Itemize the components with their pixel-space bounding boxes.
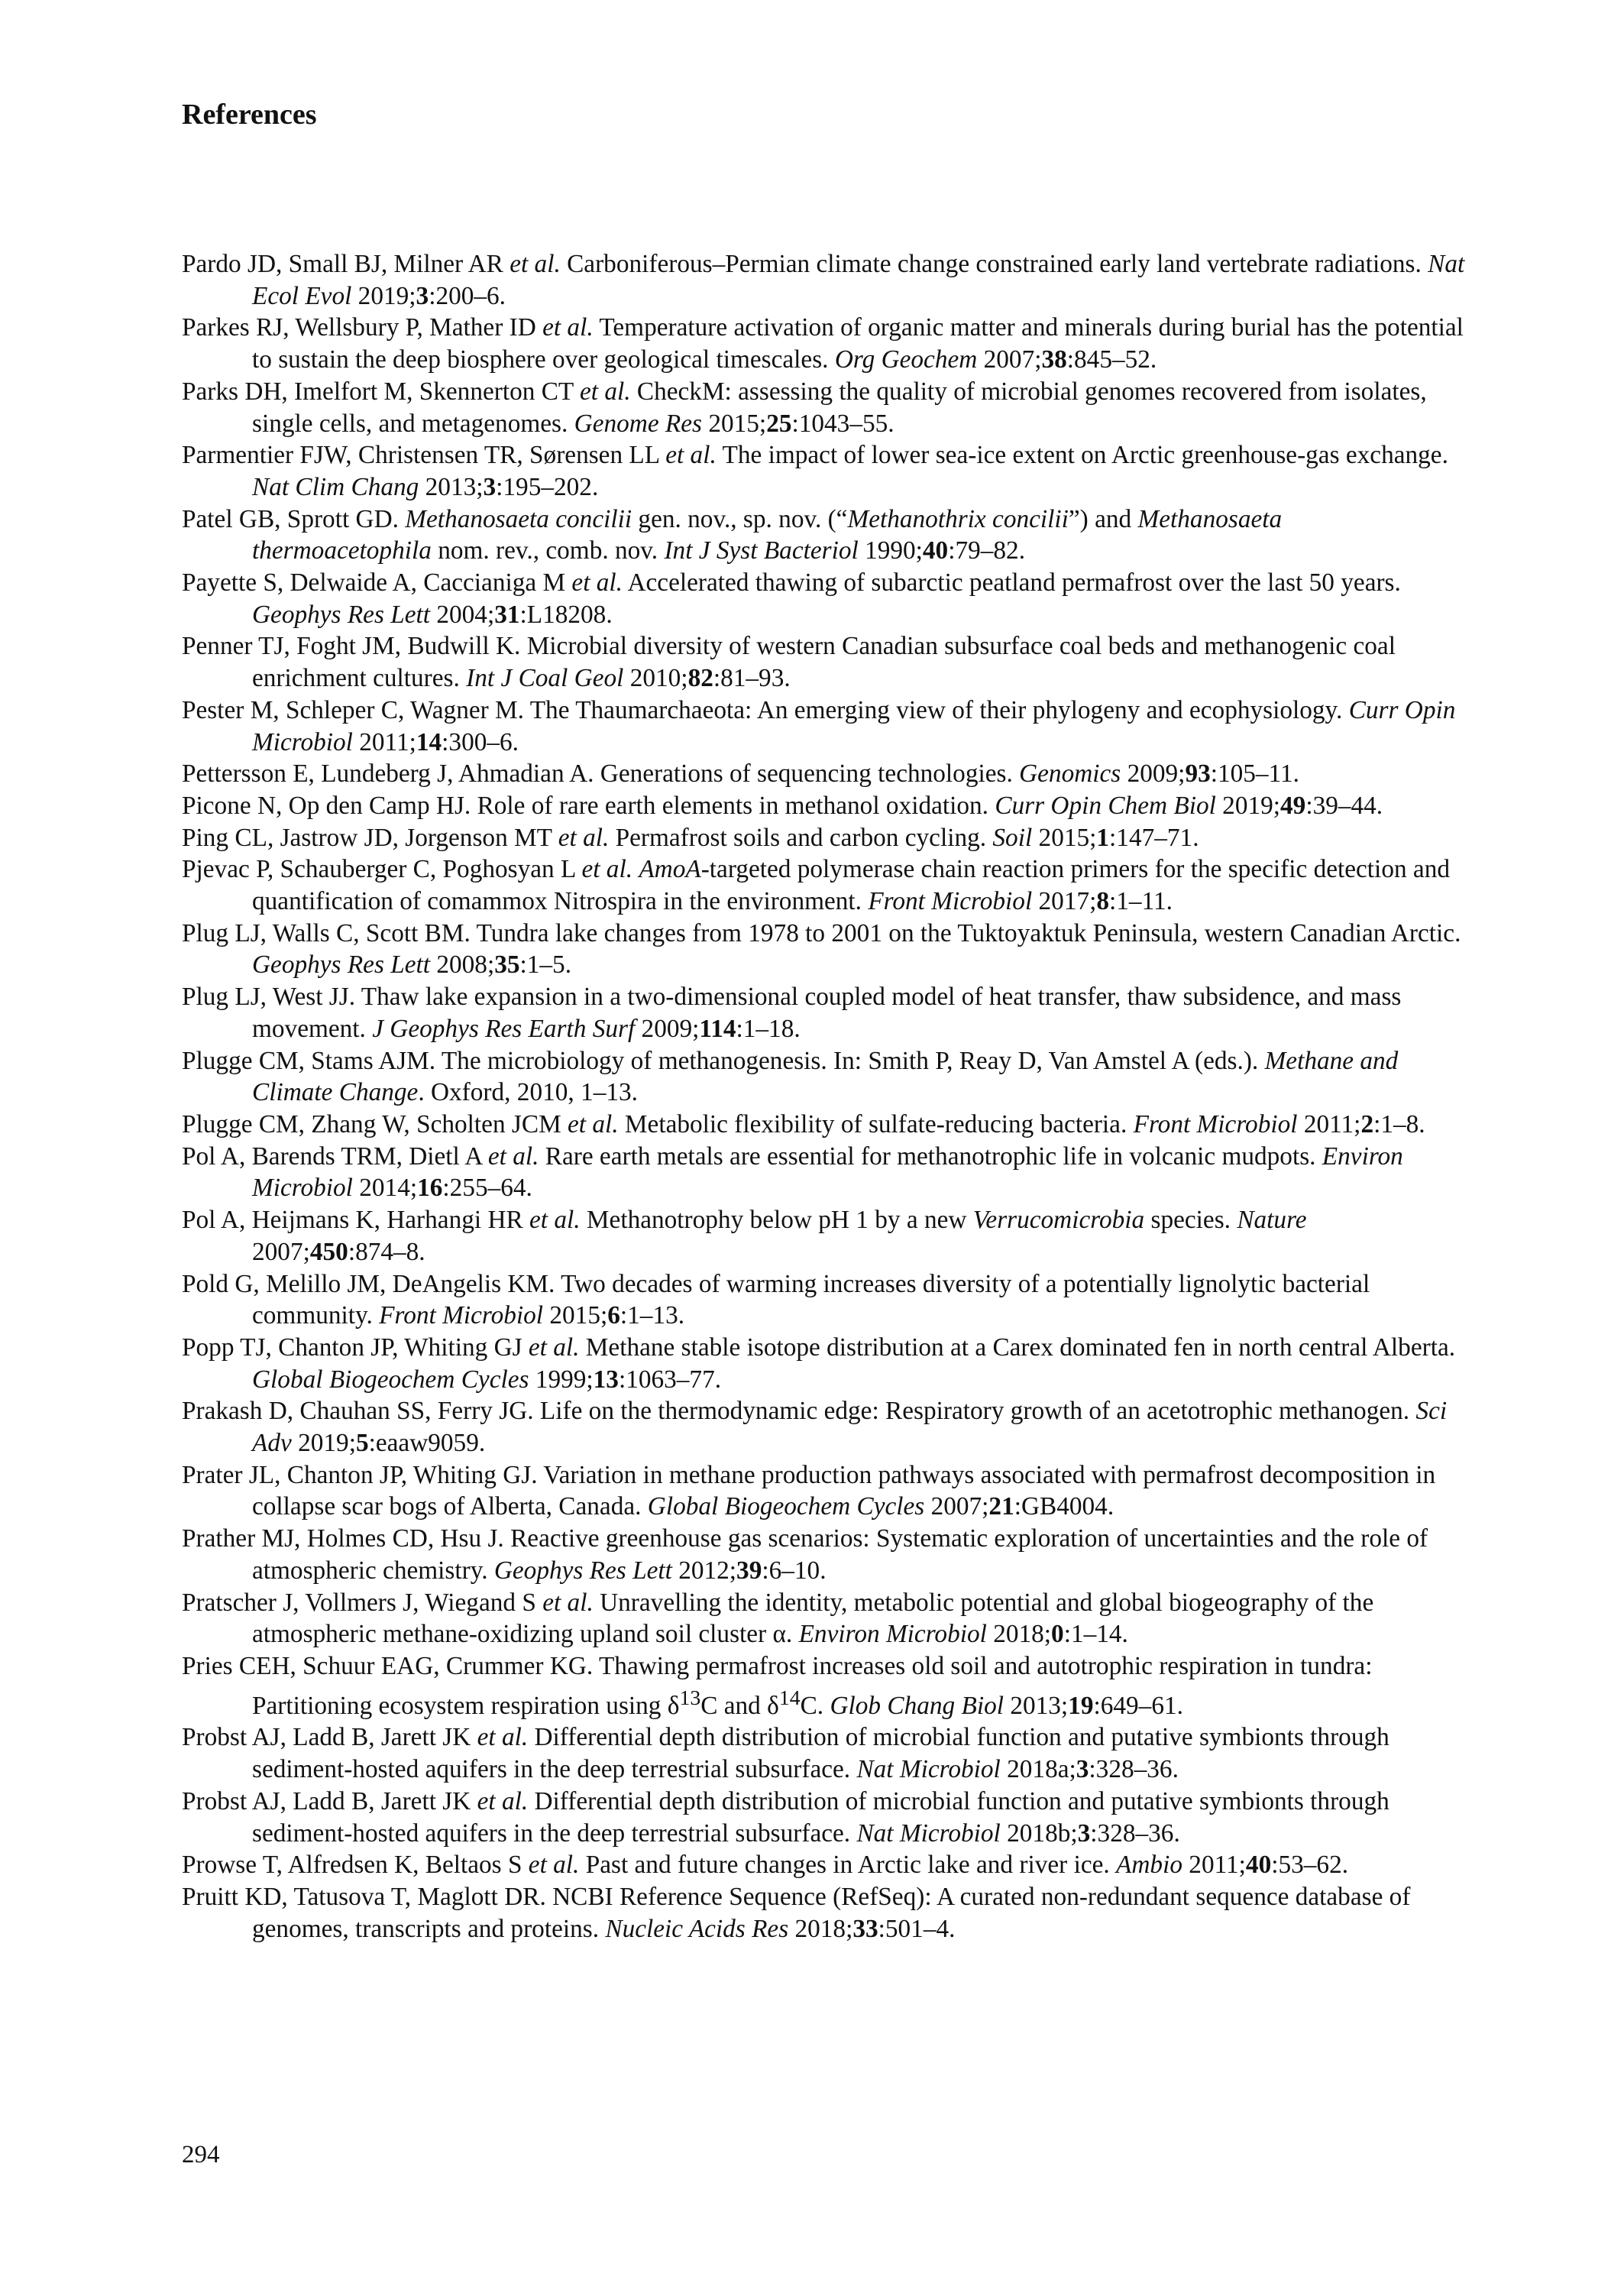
reference-text: et al. bbox=[665, 441, 717, 470]
reference-text: 2009; bbox=[1121, 759, 1186, 789]
reference-text: 2018b; bbox=[1000, 1819, 1078, 1848]
reference-text: Methane stable isotope distribution at a Carex dominated fen in north central Alberta. bbox=[579, 1333, 1456, 1362]
reference-text: Global Biogeochem Cycles bbox=[647, 1492, 925, 1521]
reference-text: C. bbox=[800, 1691, 830, 1720]
reference-text: 2011; bbox=[1297, 1109, 1361, 1138]
reference-entry bbox=[182, 1721, 1465, 1785]
reference-entry bbox=[182, 1786, 1465, 1849]
reference-text: 39 bbox=[736, 1556, 762, 1585]
reference-text: Popp TJ, Chanton JP, Whiting GJ bbox=[182, 1333, 529, 1362]
reference-entry bbox=[182, 853, 1465, 917]
reference-text: Nat Ecol Evol bbox=[252, 250, 1465, 310]
reference-text: 6 bbox=[607, 1301, 620, 1330]
reference-text: species. bbox=[1144, 1206, 1237, 1235]
reference-text: Pold G, Melillo JM, DeAngelis KM. Two decades of warming increases diversity of a potentially lignolytic bacterial community. bbox=[182, 1269, 1370, 1330]
reference-entry bbox=[182, 1459, 1465, 1523]
reference-text: Ping CL, Jastrow JD, Jorgenson MT bbox=[182, 823, 558, 852]
reference-entry bbox=[182, 1395, 1465, 1459]
reference-text: 2014; bbox=[352, 1174, 418, 1203]
reference-entry bbox=[182, 758, 1465, 790]
reference-text: 13 bbox=[593, 1365, 619, 1394]
reference-text: Pries CEH, Schuur EAG, Crummer KG. Thawing permafrost increases old soil and autotrophic respiration in tundra: Partitioning ecosystem respiration using δ bbox=[182, 1651, 1373, 1720]
reference-text: 2010; bbox=[623, 664, 688, 693]
reference-text: Curr Opin Chem Biol bbox=[995, 791, 1216, 820]
reference-text: Soil bbox=[992, 823, 1033, 852]
reference-text: et al. bbox=[477, 1786, 529, 1815]
reference-text: 114 bbox=[699, 1014, 736, 1043]
reference-text: Int J Coal Geol bbox=[466, 664, 624, 693]
reference-text: Payette S, Delwaide A, Caccianiga M bbox=[182, 568, 572, 598]
reference-text: Verrucomicrobia bbox=[972, 1206, 1145, 1235]
reference-text: 2012; bbox=[671, 1556, 737, 1585]
reference-text: Methanothrix concilii bbox=[847, 504, 1069, 533]
reference-text: 14 bbox=[416, 727, 442, 756]
reference-text: 33 bbox=[852, 1914, 878, 1943]
reference-text: 5 bbox=[355, 1429, 369, 1458]
reference-text: 2018; bbox=[986, 1620, 1052, 1649]
reference-text: Parmentier FJW, Christensen TR, Sørensen LL bbox=[182, 441, 666, 470]
reference-text: 2007; bbox=[924, 1492, 989, 1521]
reference-text: 38 bbox=[1041, 345, 1067, 374]
reference-text: 2015; bbox=[543, 1301, 608, 1330]
reference-text: Pardo JD, Small BJ, Milner AR bbox=[182, 250, 510, 278]
reference-text: 3 bbox=[1076, 1755, 1089, 1784]
reference-text: . Oxford, 2010, 1–13. bbox=[418, 1078, 638, 1107]
reference-text: 2015; bbox=[702, 409, 767, 438]
reference-text: Org Geochem bbox=[834, 345, 978, 374]
reference-text: 2004; bbox=[430, 600, 495, 629]
reference-text: :1–8. bbox=[1373, 1109, 1425, 1138]
reference-entry bbox=[182, 504, 1465, 567]
reference-text: et al. bbox=[529, 1206, 581, 1235]
reference-text: Penner TJ, Foght JM, Budwill K. Microbial diversity of western Canadian subsurface coal beds and methanogenic coal enrichment cultures. bbox=[182, 632, 1396, 693]
reference-entry bbox=[182, 1204, 1465, 1268]
reference-text: et al. bbox=[487, 1142, 539, 1171]
reference-text: Rare earth metals are essential for methanotrophic life in volcanic mudpots. bbox=[539, 1142, 1322, 1171]
reference-text: Patel GB, Sprott GD. bbox=[182, 504, 406, 533]
reference-text: Genome Res bbox=[574, 409, 703, 438]
reference-text: 2019; bbox=[291, 1429, 356, 1458]
reference-text: Geophys Res Lett bbox=[493, 1556, 672, 1585]
reference-entry bbox=[182, 1523, 1465, 1586]
reference-text: Geophys Res Lett bbox=[252, 600, 431, 629]
reference-text: 2013; bbox=[419, 472, 484, 501]
reference-text: Nat Microbiol bbox=[856, 1755, 1001, 1784]
reference-text: Prakash D, Chauhan SS, Ferry JG. Life on the thermodynamic edge: Respiratory growth of an acetotrophic methanogen. bbox=[182, 1397, 1416, 1426]
reference-text: C and δ bbox=[700, 1691, 779, 1720]
reference-text: Permafrost soils and carbon cycling. bbox=[609, 823, 993, 852]
reference-text: Carboniferous–Permian climate change constrained early land vertebrate radiations. bbox=[560, 250, 1428, 278]
reference-text: Pettersson E, Lundeberg J, Ahmadian A. Generations of sequencing technologies. bbox=[182, 759, 1020, 789]
reference-text: :GB4004. bbox=[1014, 1492, 1114, 1521]
reference-text: Nat Microbiol bbox=[856, 1819, 1001, 1848]
reference-text: :1–13. bbox=[620, 1301, 685, 1330]
reference-entry bbox=[182, 918, 1465, 981]
reference-text: :79–82. bbox=[948, 536, 1026, 565]
reference-text: Plugge CM, Stams AJM. The microbiology of methanogenesis. In: Smith P, Reay D, Van Amstel A (eds.). bbox=[182, 1046, 1265, 1075]
reference-text: Front Microbiol bbox=[868, 887, 1033, 916]
reference-text: Methane and Climate Change bbox=[252, 1046, 1399, 1107]
reference-text: 1990; bbox=[858, 536, 923, 565]
reference-text: Pol A, Barends TRM, Dietl A bbox=[182, 1142, 488, 1171]
reference-text: AmoA bbox=[639, 855, 701, 884]
reference-text: 2013; bbox=[1004, 1691, 1069, 1720]
reference-text: 2008; bbox=[430, 951, 495, 980]
reference-text: Nat Clim Chang bbox=[252, 472, 419, 501]
reference-text: Pruitt KD, Tatusova T, Maglott DR. NCBI Reference Sequence (RefSeq): A curated non-redundant sequence database of genomes, transcripts and proteins. bbox=[182, 1882, 1411, 1943]
reference-text: Global Biogeochem Cycles bbox=[252, 1365, 529, 1394]
reference-text: 2019; bbox=[1215, 791, 1281, 820]
reference-text: 14 bbox=[778, 1686, 801, 1710]
reference-entry bbox=[182, 1587, 1465, 1650]
reference-text: Differential depth distribution of microbial function and putative symbionts through sediment-hosted aquifers in the deep terrestrial subsurface. bbox=[252, 1786, 1389, 1848]
reference-entry bbox=[182, 695, 1465, 758]
reference-text: Accelerated thawing of subarctic peatland permafrost over the last 50 years. bbox=[623, 568, 1401, 598]
reference-text: :195–202. bbox=[496, 472, 599, 501]
reference-text: 2018a; bbox=[1000, 1755, 1076, 1784]
reference-text: J Geophys Res Earth Surf bbox=[372, 1014, 636, 1043]
reference-text: Plug LJ, Walls C, Scott BM. Tundra lake changes from 1978 to 2001 on the Tuktoyaktuk Peninsula, western Canadian Arctic. bbox=[182, 918, 1461, 947]
reference-text: et al. bbox=[568, 1109, 619, 1138]
reference-text: :L18208. bbox=[519, 600, 613, 629]
reference-text: Pjevac P, Schauberger C, Poghosyan L bbox=[182, 855, 582, 884]
reference-text: Methanosaeta concilii bbox=[405, 504, 632, 533]
reference-text: :1–5. bbox=[519, 951, 572, 980]
reference-text: 16 bbox=[417, 1174, 443, 1203]
reference-text: 2019; bbox=[351, 281, 416, 310]
reference-entry bbox=[182, 1045, 1465, 1109]
reference-text: ”) and bbox=[1068, 504, 1138, 533]
reference-text: Pester M, Schleper C, Wagner M. The Thaumarchaeota: An emerging view of their phylogeny and ecophysiology. bbox=[182, 695, 1349, 724]
reference-text: Ambio bbox=[1116, 1851, 1182, 1880]
reference-text: 25 bbox=[766, 409, 792, 438]
reference-text: Front Microbiol bbox=[1133, 1109, 1298, 1138]
reference-text: :874–8. bbox=[348, 1237, 425, 1266]
reference-text: Plugge CM, Zhang W, Scholten JCM bbox=[182, 1109, 568, 1138]
reference-text: Methanotrophy below pH 1 by a new bbox=[580, 1206, 973, 1235]
reference-text: :1–14. bbox=[1063, 1620, 1128, 1649]
reference-entry bbox=[182, 1332, 1465, 1395]
reference-entry bbox=[182, 1849, 1465, 1881]
reference-entry bbox=[182, 439, 1465, 503]
reference-text: :501–4. bbox=[878, 1914, 956, 1943]
reference-text: 2007; bbox=[977, 345, 1042, 374]
reference-text: 2 bbox=[1360, 1109, 1374, 1138]
reference-text: 2011; bbox=[352, 727, 416, 756]
reference-text: Methanosaeta thermoacetophila bbox=[252, 504, 1283, 565]
reference-text: et al. bbox=[579, 377, 631, 406]
reference-text: Environ Microbiol bbox=[798, 1620, 987, 1649]
reference-text: Glob Chang Biol bbox=[830, 1691, 1004, 1720]
reference-text: Pol A, Heijmans K, Harhangi HR bbox=[182, 1206, 530, 1235]
reference-text: The impact of lower sea-ice extent on Arctic greenhouse-gas exchange. bbox=[716, 441, 1448, 470]
reference-text: :1–18. bbox=[736, 1014, 801, 1043]
reference-text: Nucleic Acids Res bbox=[605, 1914, 789, 1943]
reference-text: CheckM: assessing the quality of microbial genomes recovered from isolates, single cells, and metagenomes. bbox=[252, 377, 1427, 438]
reference-text: :53–62. bbox=[1271, 1851, 1349, 1880]
reference-text: :147–71. bbox=[1109, 823, 1199, 852]
reference-text: Environ Microbiol bbox=[252, 1142, 1403, 1203]
reference-text: et al. bbox=[558, 823, 610, 852]
reference-text: nom. rev., comb. nov. bbox=[431, 536, 665, 565]
reference-entry bbox=[182, 376, 1465, 439]
reference-text: :328–36. bbox=[1089, 1755, 1179, 1784]
reference-text: 31 bbox=[494, 600, 520, 629]
reference-text: et al. bbox=[510, 250, 561, 278]
reference-text: :105–11. bbox=[1210, 759, 1299, 789]
reference-text: 3 bbox=[483, 472, 497, 501]
reference-text: Picone N, Op den Camp HJ. Role of rare earth elements in methanol oxidation. bbox=[182, 791, 995, 820]
reference-text: Probst AJ, Ladd B, Jarett JK bbox=[182, 1786, 477, 1815]
reference-text: et al. bbox=[542, 1588, 594, 1617]
reference-entry bbox=[182, 1141, 1465, 1204]
reference-text: Nature bbox=[1237, 1206, 1307, 1235]
reference-text: :845–52. bbox=[1066, 345, 1157, 374]
reference-text: et al. bbox=[528, 1851, 580, 1880]
reference-text: Front Microbiol bbox=[379, 1301, 544, 1330]
reference-text: Prather MJ, Holmes CD, Hsu J. Reactive greenhouse gas scenarios: Systematic exploration of uncertainties and the role of atmospheric chemistry. bbox=[182, 1524, 1428, 1585]
reference-text: et al. bbox=[581, 855, 633, 884]
reference-text: 2011; bbox=[1182, 1851, 1246, 1880]
reference-text: :328–36. bbox=[1090, 1819, 1180, 1848]
page-number: 294 bbox=[182, 2141, 220, 2168]
reference-text: Past and future changes in Arctic lake and river ice. bbox=[579, 1851, 1117, 1880]
reference-entry bbox=[182, 981, 1465, 1044]
reference-text: Sci Adv bbox=[252, 1397, 1448, 1458]
reference-text: :81–93. bbox=[713, 664, 791, 693]
reference-text: :1043–55. bbox=[791, 409, 894, 438]
reference-text: Differential depth distribution of microbial function and putative symbionts through sediment-hosted aquifers in the deep terrestrial subsurface. bbox=[252, 1723, 1389, 1784]
reference-text: Genomics bbox=[1019, 759, 1121, 789]
reference-text: 2018; bbox=[788, 1914, 853, 1943]
reference-text: 82 bbox=[687, 664, 713, 693]
reference-text: 13 bbox=[679, 1686, 701, 1710]
reference-text: Unravelling the identity, metabolic potential and global biogeography of the atmospheric methane-oxidizing upland soil cluster α. bbox=[252, 1588, 1374, 1649]
reference-text: :649–61. bbox=[1093, 1691, 1183, 1720]
reference-text: et al. bbox=[477, 1723, 529, 1752]
reference-text: 8 bbox=[1096, 887, 1110, 916]
page-heading: References bbox=[182, 99, 317, 131]
reference-text: Probst AJ, Ladd B, Jarett JK bbox=[182, 1723, 477, 1752]
reference-text: Prowse T, Alfredsen K, Beltaos S bbox=[182, 1851, 529, 1880]
reference-entry bbox=[182, 1109, 1465, 1141]
reference-text: 40 bbox=[922, 536, 949, 565]
reference-text: 2009; bbox=[635, 1014, 700, 1043]
reference-text: gen. nov., sp. nov. (“ bbox=[632, 504, 848, 533]
reference-text: 19 bbox=[1068, 1691, 1094, 1720]
reference-text: Curr Opin Microbiol bbox=[252, 695, 1456, 756]
reference-text: :200–6. bbox=[429, 281, 506, 310]
reference-text: Parkes RJ, Wellsbury P, Mather ID bbox=[182, 313, 543, 342]
reference-text: Temperature activation of organic matter and minerals during burial has the potential to sustain the deep biosphere over geological timescales. bbox=[252, 313, 1464, 374]
reference-text: 21 bbox=[988, 1492, 1014, 1521]
reference-text: 93 bbox=[1185, 759, 1211, 789]
reference-entry bbox=[182, 248, 1465, 312]
reference-entry bbox=[182, 630, 1465, 694]
reference-text: 3 bbox=[416, 281, 429, 310]
reference-text: 2007; bbox=[252, 1237, 310, 1266]
reference-text: :1063–77. bbox=[618, 1365, 722, 1394]
reference-text: 40 bbox=[1245, 1851, 1272, 1880]
reference-entry bbox=[182, 567, 1465, 630]
reference-text: :1–11. bbox=[1109, 887, 1173, 916]
reference-text: Geophys Res Lett bbox=[252, 951, 431, 980]
reference-text: Prater JL, Chanton JP, Whiting GJ. Variation in methane production pathways associated with permafrost decomposition in collapse scar bogs of Alberta, Canada. bbox=[182, 1460, 1436, 1521]
reference-text: 2015; bbox=[1032, 823, 1097, 852]
reference-text: et al. bbox=[528, 1333, 580, 1362]
reference-text: 450 bbox=[309, 1237, 348, 1266]
reference-entry bbox=[182, 822, 1465, 854]
reference-text: Pratscher J, Vollmers J, Wiegand S bbox=[182, 1588, 543, 1617]
reference-list bbox=[182, 248, 1465, 1945]
reference-text: :255–64. bbox=[442, 1174, 532, 1203]
reference-text: Metabolic flexibility of sulfate-reducing bacteria. bbox=[618, 1109, 1134, 1138]
reference-text: 1 bbox=[1096, 823, 1110, 852]
reference-entry bbox=[182, 312, 1465, 375]
reference-text: 0 bbox=[1051, 1620, 1064, 1649]
reference-text: :eaaw9059. bbox=[368, 1429, 486, 1458]
reference-text: 1999; bbox=[529, 1365, 594, 1394]
reference-entry bbox=[182, 1268, 1465, 1332]
reference-text: :6–10. bbox=[762, 1556, 827, 1585]
reference-entry bbox=[182, 1881, 1465, 1945]
reference-text: 2017; bbox=[1032, 887, 1097, 916]
reference-text: Plug LJ, West JJ. Thaw lake expansion in a two-dimensional coupled model of heat transfer, thaw subsidence, and mass movement. bbox=[182, 983, 1402, 1043]
reference-text: et al. bbox=[542, 313, 594, 342]
reference-text: 49 bbox=[1280, 791, 1306, 820]
reference-text: Parks DH, Imelfort M, Skennerton CT bbox=[182, 377, 580, 406]
reference-text: et al. bbox=[571, 568, 623, 598]
reference-text: 35 bbox=[494, 951, 520, 980]
reference-entry bbox=[182, 1650, 1465, 1722]
reference-entry bbox=[182, 790, 1465, 822]
reference-text: -targeted polymerase chain reaction primers for the specific detection and quantification of comammox Nitrospira in the environment. bbox=[252, 855, 1451, 916]
reference-text: :300–6. bbox=[442, 727, 519, 756]
reference-text: Int J Syst Bacteriol bbox=[664, 536, 859, 565]
reference-text: :39–44. bbox=[1305, 791, 1383, 820]
reference-text: 3 bbox=[1077, 1819, 1091, 1848]
